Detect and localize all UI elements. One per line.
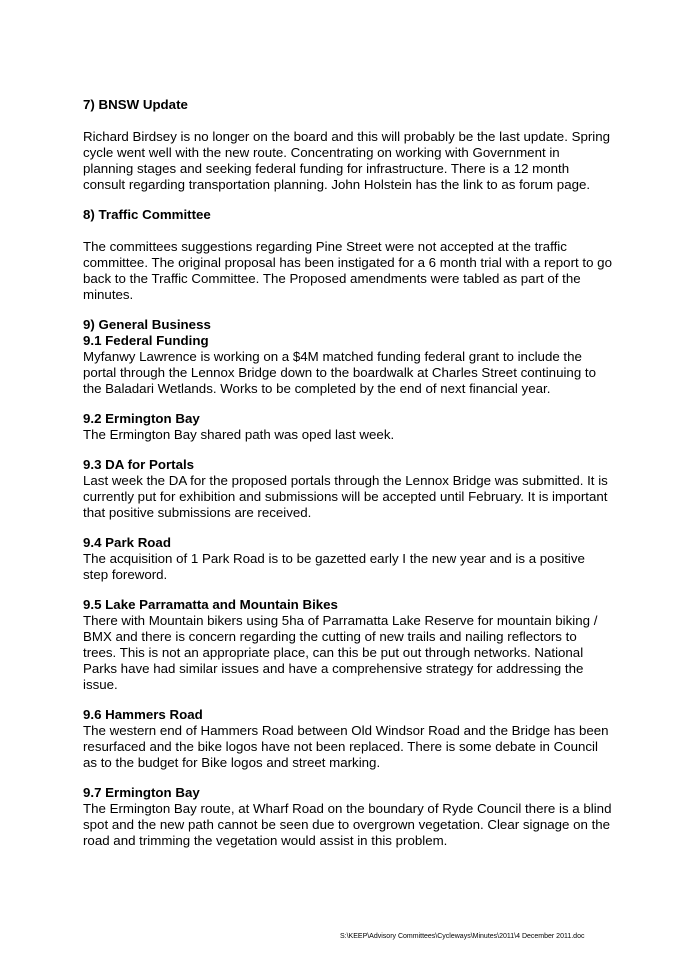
- subsection-heading: 9.1 Federal Funding: [83, 333, 209, 348]
- document-page: [83, 97, 613, 849]
- section-park-road: [83, 535, 613, 583]
- section-body: Richard Birdsey is no longer on the board and this will probably be the last update. Spring cycle went well with the new route. Concentrating on working with Government in planning stages and seeking federal funding for infrastructure. There is a 12 month consult regarding transportation planning. John Holstein has the link to as forum page.: [83, 129, 611, 192]
- footer-file-path: S:\KEEP\Advisory Committees\Cycleways\Minutes\2011\4 December 2011.doc: [340, 933, 585, 940]
- section-ermington-bay-route: [83, 785, 613, 849]
- section-body: Last week the DA for the proposed portals through the Lennox Bridge was submitted. It is currently put for exhibition and submissions will be accepted until February. It is important that positive submissions are received.: [83, 473, 608, 520]
- section-body: The acquisition of 1 Park Road is to be gazetted early I the new year and is a positive step foreword.: [83, 551, 585, 582]
- section-lake-parramatta: [83, 597, 613, 693]
- section-body: The western end of Hammers Road between Old Windsor Road and the Bridge has been resurfaced and the bike logos have not been replaced. There is some debate in Council as to the budget for Bike logos and street marking.: [83, 723, 609, 770]
- section-body: The committees suggestions regarding Pine Street were not accepted at the traffic committee. The original proposal has been instigated for a 6 month trial with a report to go back to the Traffic Committee. The Proposed amendments were tabled as part of the minutes.: [83, 239, 612, 302]
- section-heading: 7) BNSW Update: [83, 97, 188, 112]
- section-heading: 8) Traffic Committee: [83, 207, 211, 222]
- section-heading: 9.6 Hammers Road: [83, 707, 203, 722]
- section-body: Myfanwy Lawrence is working on a $4M matched funding federal grant to include the portal through the Lennox Bridge down to the boardwalk at Charles Street continuing to the Baladari Wetlands. Works to be completed by the end of next financial year.: [83, 349, 596, 396]
- section-heading: 9.3 DA for Portals: [83, 457, 195, 472]
- section-body: There with Mountain bikers using 5ha of Parramatta Lake Reserve for mountain biking / BMX and there is concern regarding the cutting of new trails and nailing reflectors to trees. This is not an appropriate place, can this be put out through networks. National Parks have had similar issues and have a comprehensive strategy for addressing the issue.: [83, 613, 598, 692]
- section-body: The Ermington Bay shared path was oped last week.: [83, 427, 395, 442]
- section-hammers-road: [83, 707, 613, 771]
- section-heading: 9) General Business: [83, 317, 211, 332]
- section-heading: 9.4 Park Road: [83, 535, 171, 550]
- section-heading: 9.2 Ermington Bay: [83, 411, 200, 426]
- section-heading: 9.7 Ermington Bay: [83, 785, 200, 800]
- section-general-business: [83, 317, 613, 397]
- section-ermington-bay: [83, 411, 613, 443]
- section-bnsw-update: [83, 97, 613, 193]
- section-body: The Ermington Bay route, at Wharf Road on the boundary of Ryde Council there is a blind spot and the new path cannot be seen due to overgrown vegetation. Clear signage on the road and trimming the vegetation would assist in this problem.: [83, 801, 612, 848]
- section-da-for-portals: [83, 457, 613, 521]
- section-traffic-committee: [83, 207, 613, 303]
- section-heading: 9.5 Lake Parramatta and Mountain Bikes: [83, 597, 338, 612]
